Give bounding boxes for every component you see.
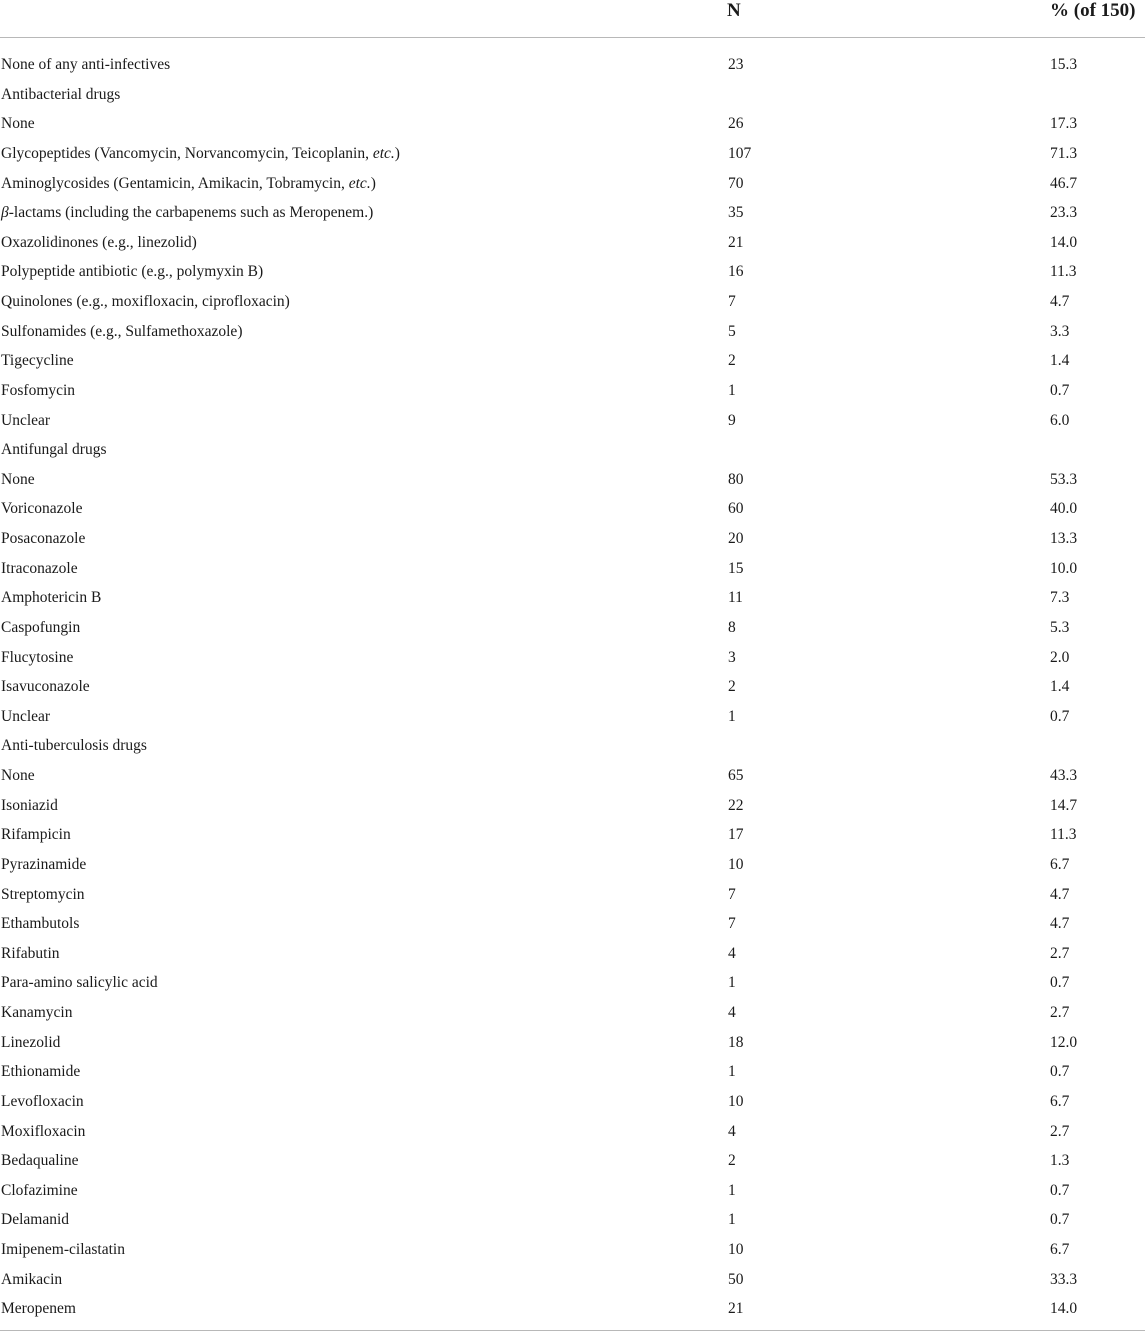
table-row	[0, 1235, 1145, 1265]
row-percent: 12.0	[1050, 1033, 1078, 1051]
row-label: Rifampicin	[1, 826, 71, 844]
table-row	[0, 1117, 1145, 1147]
row-count: 17	[728, 826, 744, 844]
row-percent: 0.7	[1050, 381, 1070, 399]
table-row	[0, 613, 1145, 643]
row-count: 3	[728, 648, 736, 666]
row-count: 1	[728, 1211, 736, 1229]
row-label: Posaconazole	[1, 530, 86, 547]
row-percent: 5.3	[1050, 618, 1070, 636]
table-row	[0, 169, 1145, 199]
table-row	[0, 317, 1145, 347]
row-label: Ethionamide	[1, 1063, 81, 1081]
row-percent: 1.3	[1050, 1152, 1070, 1170]
row-label: Streptomycin	[1, 885, 85, 903]
row-percent: 10.0	[1050, 559, 1078, 577]
row-count: 21	[728, 233, 744, 251]
row-percent: 6.0	[1050, 411, 1070, 429]
row-label: None of any anti-infectives	[1, 56, 171, 73]
row-label: Voriconazole	[1, 500, 83, 518]
row-label: Delamanid	[1, 1211, 70, 1229]
row-label: Meropenem	[1, 1300, 76, 1318]
row-count: 80	[728, 470, 744, 488]
table-row	[0, 494, 1145, 524]
row-count: 65	[728, 767, 744, 784]
table-row	[0, 880, 1145, 910]
row-count: 9	[728, 411, 736, 429]
row-label: Flucytosine	[1, 648, 74, 666]
row-count: 11	[728, 589, 743, 607]
table-row	[0, 1176, 1145, 1206]
row-label: Para-amino salicylic acid	[1, 974, 158, 992]
row-percent: 2.7	[1050, 1122, 1070, 1140]
row-label: Sulfonamides (e.g., Sulfamethoxazole)	[1, 322, 243, 340]
row-percent: 15.3	[1050, 56, 1078, 73]
table-row	[0, 1057, 1145, 1087]
table-row	[0, 583, 1145, 613]
row-percent: 0.7	[1050, 1181, 1070, 1199]
row-count: 10	[728, 1241, 744, 1258]
column-header-percent: % (of 150)	[1050, 0, 1136, 21]
row-percent: 2.7	[1050, 944, 1070, 962]
row-label: Antibacterial drugs	[1, 85, 121, 103]
row-percent: 13.3	[1050, 530, 1078, 547]
row-count: 23	[728, 56, 744, 73]
row-label: None	[1, 767, 35, 784]
row-count: 7	[728, 293, 736, 310]
table-row	[0, 909, 1145, 939]
row-count: 2	[728, 352, 736, 370]
row-percent: 0.7	[1050, 707, 1070, 725]
row-percent: 11.3	[1050, 826, 1077, 844]
row-count: 1	[728, 707, 736, 725]
table-row	[0, 376, 1145, 406]
row-percent: 0.7	[1050, 974, 1070, 992]
row-label: Aminoglycosides (Gentamicin, Amikacin, Tobramycin, etc.)	[1, 174, 376, 192]
table-row	[0, 1265, 1145, 1295]
row-count: 20	[728, 530, 744, 547]
table-row	[0, 850, 1145, 880]
row-count: 1	[728, 1063, 736, 1081]
row-count: 22	[728, 796, 744, 814]
row-label: Pyrazinamide	[1, 855, 87, 873]
table-row	[0, 524, 1145, 554]
row-label: Ethambutols	[1, 915, 80, 933]
row-label: Caspofungin	[1, 618, 81, 636]
row-label: Clofazimine	[1, 1181, 78, 1199]
row-percent: 14.0	[1050, 1300, 1078, 1318]
row-percent: 53.3	[1050, 470, 1078, 488]
table-row	[0, 939, 1145, 969]
row-percent: 23.3	[1050, 204, 1078, 222]
table-row	[0, 139, 1145, 169]
row-count: 18	[728, 1033, 744, 1051]
row-label: Glycopeptides (Vancomycin, Norvancomycin, Teicoplanin, etc.)	[1, 144, 400, 162]
table-row	[0, 406, 1145, 436]
row-label: Anti-tuberculosis drugs	[1, 737, 147, 755]
table-body	[0, 50, 1145, 1324]
table-row	[0, 346, 1145, 376]
row-percent: 6.7	[1050, 1092, 1070, 1110]
row-percent: 6.7	[1050, 1241, 1070, 1258]
row-percent: 1.4	[1050, 352, 1070, 370]
table-row	[0, 198, 1145, 228]
row-percent: 40.0	[1050, 500, 1078, 518]
row-count: 60	[728, 500, 744, 518]
row-count: 4	[728, 944, 736, 962]
row-label: Quinolones (e.g., moxifloxacin, ciprofloxacin)	[1, 293, 290, 310]
row-label: Itraconazole	[1, 559, 78, 577]
row-percent: 4.7	[1050, 885, 1070, 903]
row-label: Isavuconazole	[1, 678, 90, 696]
table-row	[0, 465, 1145, 495]
table-row	[0, 228, 1145, 258]
table-row	[0, 554, 1145, 584]
table-row	[0, 1294, 1145, 1324]
row-label: Polypeptide antibiotic (e.g., polymyxin B)	[1, 263, 264, 281]
row-percent: 2.0	[1050, 648, 1070, 666]
table-row	[0, 643, 1145, 673]
row-percent: 14.0	[1050, 233, 1078, 251]
table-row	[0, 80, 1145, 110]
table-row	[0, 761, 1145, 791]
row-count: 1	[728, 381, 736, 399]
row-percent: 11.3	[1050, 263, 1077, 281]
table-row	[0, 672, 1145, 702]
row-percent: 1.4	[1050, 678, 1070, 696]
table-row	[0, 968, 1145, 998]
row-count: 26	[728, 115, 744, 133]
table-row	[0, 820, 1145, 850]
row-label: Rifabutin	[1, 944, 60, 962]
row-percent: 2.7	[1050, 1004, 1070, 1021]
row-count: 107	[728, 144, 752, 162]
row-percent: 0.7	[1050, 1063, 1070, 1081]
table-row	[0, 791, 1145, 821]
row-count: 1	[728, 974, 736, 992]
row-label: Moxifloxacin	[1, 1122, 86, 1140]
row-label: β-lactams (including the carbapenems such as Meropenem.)	[1, 204, 374, 222]
row-count: 1	[728, 1181, 736, 1199]
row-count: 50	[728, 1270, 744, 1288]
row-count: 4	[728, 1004, 736, 1021]
row-percent: 17.3	[1050, 115, 1078, 133]
table-row	[0, 1205, 1145, 1235]
table-row	[0, 731, 1145, 761]
row-label: Unclear	[1, 411, 51, 429]
row-label: None	[1, 470, 35, 488]
table-row	[0, 1028, 1145, 1058]
row-percent: 0.7	[1050, 1211, 1070, 1229]
row-label: Antifungal drugs	[1, 441, 107, 459]
table-row	[0, 998, 1145, 1028]
table-row	[0, 287, 1145, 317]
row-label: Kanamycin	[1, 1004, 73, 1021]
row-percent: 4.7	[1050, 915, 1070, 933]
row-label: Bedaqualine	[1, 1152, 79, 1170]
row-percent: 4.7	[1050, 293, 1070, 310]
row-percent: 43.3	[1050, 767, 1078, 784]
table-row	[0, 257, 1145, 287]
row-count: 7	[728, 885, 736, 903]
row-percent: 33.3	[1050, 1270, 1078, 1288]
row-percent: 6.7	[1050, 855, 1070, 873]
row-label: Amikacin	[1, 1270, 63, 1288]
row-count: 16	[728, 263, 744, 281]
table-row	[0, 50, 1145, 80]
row-count: 10	[728, 1092, 744, 1110]
table-header	[0, 0, 1145, 38]
row-label: Levofloxacin	[1, 1092, 84, 1110]
row-count: 8	[728, 618, 736, 636]
table-bottom-rule	[0, 1330, 1145, 1331]
table-row	[0, 1146, 1145, 1176]
row-count: 2	[728, 678, 736, 696]
row-label: Isoniazid	[1, 796, 58, 814]
row-label: Linezolid	[1, 1033, 61, 1051]
row-count: 5	[728, 322, 736, 340]
row-count: 2	[728, 1152, 736, 1170]
row-label: Oxazolidinones (e.g., linezolid)	[1, 233, 197, 251]
row-percent: 46.7	[1050, 174, 1078, 192]
row-count: 21	[728, 1300, 744, 1318]
row-label: Amphotericin B	[1, 589, 102, 607]
row-count: 10	[728, 855, 744, 873]
row-label: None	[1, 115, 35, 133]
row-label: Fosfomycin	[1, 381, 76, 399]
row-count: 70	[728, 174, 744, 192]
row-percent: 14.7	[1050, 796, 1078, 814]
row-count: 35	[728, 204, 744, 222]
row-percent: 71.3	[1050, 144, 1078, 162]
table-row	[0, 702, 1145, 732]
table-row	[0, 435, 1145, 465]
row-count: 15	[728, 559, 744, 577]
row-percent: 3.3	[1050, 322, 1070, 340]
row-label: Imipenem-cilastatin	[1, 1241, 125, 1258]
row-percent: 7.3	[1050, 589, 1070, 607]
row-count: 7	[728, 915, 736, 933]
table-row	[0, 1087, 1145, 1117]
row-label: Unclear	[1, 707, 51, 725]
table-row	[0, 109, 1145, 139]
row-count: 4	[728, 1122, 736, 1140]
row-label: Tigecycline	[1, 352, 74, 370]
column-header-n: N	[727, 0, 741, 21]
